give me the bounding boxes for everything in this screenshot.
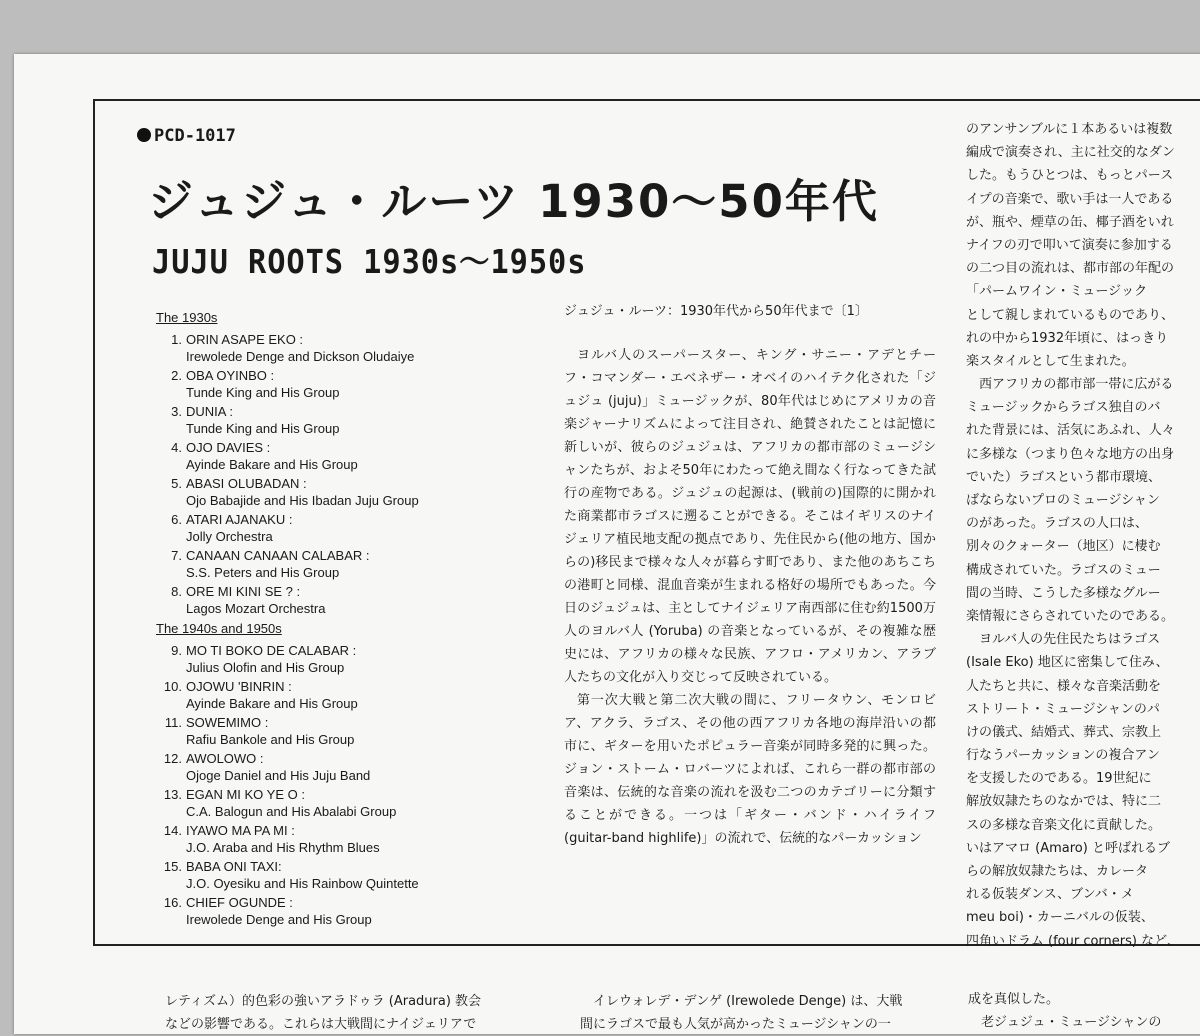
track-item: 7. CANAAN CANAAN CALABAR : S.S. Peters and His Group — [156, 547, 536, 583]
track-artist: Julius Olofin and His Group — [186, 660, 345, 675]
essay-line: 楽スタイルとして生まれた。 — [966, 353, 1135, 369]
track-title: DUNIA : — [186, 404, 233, 419]
track-title: CHIEF OGUNDE : — [186, 895, 293, 910]
essay-line: 四角いドラム (four corners) など、 — [966, 933, 1181, 949]
essay-line: ストリート・ミュージシャンのパ — [966, 701, 1160, 717]
catalog-number: PCD-1017 — [137, 126, 236, 146]
album-title-english: JUJU ROOTS 1930s〜1950s — [152, 242, 587, 281]
track-item: 14. IYAWO MA PA MI : J.O. Araba and His Rhythm Blues — [156, 822, 536, 858]
album-title-japanese: ジュジュ・ルーツ 1930〜50年代 — [148, 175, 879, 228]
track-item: 3. DUNIA : Tunde King and His Group — [156, 403, 536, 439]
essay-line: ばならないプロのミュージシャン — [966, 493, 1160, 508]
essay-line: スの多様な音楽文化に貢献した。 — [966, 817, 1162, 833]
track-artist: Lagos Mozart Orchestra — [186, 601, 326, 616]
track-item: 11. SOWEMIMO : Rafiu Bankole and His Group — [156, 714, 536, 750]
essay-line: ミュージックからラゴス独自のバ — [966, 400, 1161, 416]
essay-line: ナイフの刃で叩いて演奏に参加する — [966, 237, 1173, 253]
section-heading: The 1940s and 1950s — [156, 621, 282, 636]
essay-line: の二つ目の流れは、都市部の年配の — [966, 261, 1175, 277]
essay-line: けの儀式、結婚式、葬式、宗教上 — [966, 724, 1162, 740]
track-item: 9. MO TI BOKO DE CALABAR : Julius Olofin and His Group — [156, 642, 536, 678]
track-title: OJOWU 'BINRIN : — [186, 679, 292, 694]
essay-line: れた背景には、活気にあふれ、人々 — [966, 423, 1175, 439]
essay-line: 別々のクォーター（地区）に棲む — [966, 539, 1161, 555]
section-heading: The 1930s — [156, 310, 218, 325]
track-title: ABASI OLUBADAN : — [186, 476, 307, 491]
essay-column — [564, 300, 936, 850]
track-item: 4. OJO DAVIES : Ayinde Bakare and His Group — [156, 439, 536, 475]
track-item: 12. AWOLOWO : Ojoge Daniel and His Juju Band — [156, 750, 536, 786]
track-artist: Tunde King and His Group — [186, 421, 340, 436]
track-title: SOWEMIMO : — [186, 715, 269, 730]
essay-line: らの解放奴隷たちは、カレータ — [966, 864, 1149, 879]
track-artist: Ojoge Daniel and His Juju Band — [186, 768, 371, 783]
bottom-text-line: 成を真似した。 — [968, 992, 1060, 1007]
track-title: OBA OYINBO : — [186, 368, 275, 383]
track-artist: Ayinde Bakare and His Group — [186, 696, 358, 711]
essay-heading: ジュジュ・ルーツ：1930年代から50年代まで〔1〕 — [564, 304, 868, 319]
track-item: 5. ABASI OLUBADAN : Ojo Babajide and His Ibadan Juju Group — [156, 475, 536, 511]
track-item: 8. ORE MI KINI SE ? : Lagos Mozart Orchestra — [156, 583, 536, 619]
essay-line: 楽情報にさらされていたのである。 — [966, 608, 1175, 624]
track-artist: Rafiu Bankole and His Group — [186, 732, 355, 747]
essay-paragraph: ヨルバ人のスーパースター、キング・サニー・アデとチーフ・コマンダー・エベネザー・オベイのハイテク化された「ジュジュ (juju)」ミュージックが、80年代はじめにアメリカの音楽ジャーナリズムによって注目され、絶賛されたことは記憶に新しいが、彼らのジュジュは、アフリカの都市部のミュージシャンたちが、およそ50年にわたって絶え間なく行なってきた試行の産物である。ジュジュの起源は、(戦前の)国際的に開かれた商業都市ラゴスに遡ることができる。そこはイギリスのナイジェリア植民地支配の拠点であり、先住民から(他の地方、国からの)移民まで様々な人々が暮らす町であり、また他のあちこちの港町と同様、混血音楽が生まれる格好の場所でもあった。今日のジュジュは、主としてナイジェリア南西部に住む約1500万人のヨルバ人 (Yoruba) の音楽となっているが、その複雑な歴史には、アフリカの様々な民族、アフロ・アメリカン、アラブ人たちの文化が入り交じって反映されている。 — [564, 348, 936, 685]
essay-line: を支援したのである。19世紀に — [966, 771, 1152, 787]
essay-line: が、瓶や、煙草の缶、椰子酒をいれ — [966, 214, 1174, 230]
bottom-text-line: レティズム）的色彩の強いアラドゥラ (Aradura) 教会 — [165, 994, 482, 1009]
track-artist: Tunde King and His Group — [186, 385, 340, 400]
tracklist — [156, 308, 536, 930]
track-artist: Ayinde Bakare and His Group — [186, 457, 358, 472]
essay-line: ヨルバ人の先住民たちはラゴス — [966, 632, 1161, 648]
track-item: 6. ATARI AJANAKU : Jolly Orchestra — [156, 511, 536, 547]
track-title: IYAWO MA PA MI : — [186, 823, 295, 838]
essay-line: 間の当時、こうした多様なグルー — [966, 585, 1161, 601]
track-item: 2. OBA OYINBO : Tunde King and His Group — [156, 367, 536, 403]
essay-line: 編成で演奏され、主に社交的なダン — [966, 145, 1175, 161]
essay-line: イプの音楽で、歌い手は一人である — [966, 191, 1174, 207]
track-item: 15. BABA ONI TAXI: J.O. Oyesiku and His Rainbow Quintette — [156, 858, 536, 894]
track-artist: Jolly Orchestra — [186, 529, 273, 544]
essay-line: のアンサンブルに１本あるいは複数 — [966, 122, 1173, 137]
track-title: EGAN MI KO YE O : — [186, 787, 305, 802]
track-artist: Irewolede Denge and Dickson Oludaiye — [186, 349, 415, 364]
bottom-text-line: イレウォレデ・デンゲ (Irewolede Denge) は、大戦 — [580, 994, 903, 1009]
essay-line: 解放奴隷たちのなかでは、特に二 — [966, 794, 1162, 810]
track-item: 10. OJOWU 'BINRIN : Ayinde Bakare and His Group — [156, 678, 536, 714]
track-artist: J.O. Araba and His Rhythm Blues — [186, 840, 380, 855]
track-title: MO TI BOKO DE CALABAR : — [186, 643, 357, 658]
bottom-text-line: 間にラゴスで最も人気が高かったミュージシャンの一 — [580, 1017, 891, 1032]
essay-line: れの中から1932年頃に、はっきり — [966, 330, 1169, 346]
track-item: 13. EGAN MI KO YE O : C.A. Balogun and His Abalabi Group — [156, 786, 536, 822]
bottom-text-line: などの影響である。これらは大戦間にナイジェリアで — [165, 1017, 477, 1032]
essay-line: 「パームワイン・ミュージック — [966, 284, 1148, 300]
track-title: ORIN ASAPE EKO : — [186, 332, 304, 347]
track-title: ATARI AJANAKU : — [186, 512, 293, 527]
track-item: 1. ORIN ASAPE EKO : Irewolede Denge and Dickson Oludaiye — [156, 331, 536, 367]
track-title: OJO DAVIES : — [186, 440, 271, 455]
essay-line: に多様な（つまり色々な地方の出身 — [966, 446, 1175, 462]
essay-line: 西アフリカの都市部一帯に広がる — [966, 377, 1174, 393]
essay-line: として親しまれているものであり、 — [966, 307, 1175, 323]
track-artist: J.O. Oyesiku and His Rainbow Quintette — [186, 876, 419, 891]
essay-line: れる仮装ダンス、ブンバ・メ — [966, 887, 1134, 903]
track-title: ORE MI KINI SE ? : — [186, 584, 301, 599]
bullet-icon — [137, 128, 151, 142]
track-title: BABA ONI TAXI: — [186, 859, 282, 874]
track-artist: Irewolede Denge and His Group — [186, 912, 372, 927]
essay-line: した。もうひとつは、もっとパース — [966, 168, 1174, 184]
essay-line: 人たちと共に、様々な音楽活動を — [966, 678, 1162, 694]
essay-column-continued — [966, 118, 1200, 953]
essay-line: (Isale Eko) 地区に密集して住み、 — [966, 655, 1169, 671]
track-title: CANAAN CANAAN CALABAR : — [186, 548, 370, 563]
essay-line: 行なうパーカッションの複合アン — [966, 748, 1160, 764]
track-title: AWOLOWO : — [186, 751, 264, 766]
essay-line: いはアマロ (Amaro) と呼ばれるブ — [966, 840, 1170, 856]
bottom-text-line: 老ジュジュ・ミュージシャンの — [968, 1015, 1162, 1030]
essay-paragraph: 第一次大戦と第二次大戦の間に、フリータウン、モンロビア、アクラ、ラゴス、その他の西アフリカ各地の海岸沿いの都市に、ギターを用いたポピュラー音楽が同時多発的に興った。ジョン・ストーム・ロバーツによれば、これら一群の都市部の音楽は、伝統的な音楽の流れを汲む二つのカテゴリーに分類することができる。一つは「ギター・バンド・ハイライフ (guitar-band highlife)」の流れで、伝統的なパーカッション — [564, 693, 936, 846]
track-artist: C.A. Balogun and His Abalabi Group — [186, 804, 397, 819]
essay-line: meu boi)・カーニバルの仮装、 — [966, 910, 1154, 926]
essay-line: でいた）ラゴスという都市環境、 — [966, 469, 1162, 485]
track-item: 16. CHIEF OGUNDE : Irewolede Denge and His Group — [156, 894, 536, 930]
essay-line: 構成されていた。ラゴスのミュー — [966, 562, 1161, 578]
essay-line: のがあった。ラゴスの人口は、 — [966, 516, 1148, 532]
track-artist: S.S. Peters and His Group — [186, 565, 340, 580]
track-artist: Ojo Babajide and His Ibadan Juju Group — [186, 493, 419, 508]
